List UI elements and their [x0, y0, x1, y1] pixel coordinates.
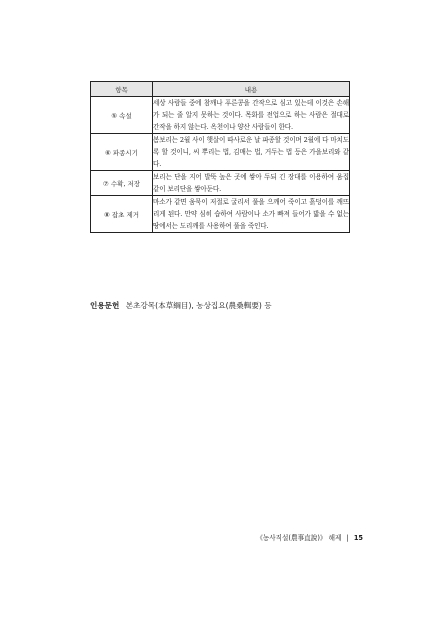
table-header-row	[91, 82, 350, 97]
row-item-label: ⑤ 속설	[91, 97, 153, 134]
footer-separator: |	[346, 534, 349, 542]
table-row	[91, 171, 350, 196]
row-item-label: ⑧ 잡초 제거	[91, 196, 153, 233]
row-content: 마소가 같면 움묵이 저절로 굴리서 풀을 으깨어 죽이고 흙덩이를 깨뜨리게 된다. 만약 심히 습하여 사람이나 소가 빠져 들어가 밟을 수 없는 땅에서는 도리깨를 사용하여 풀을 죽인다.	[153, 196, 350, 233]
table-row	[91, 134, 350, 171]
citation-label: 인용문헌	[90, 301, 120, 310]
row-content: 봄보리는 2월 사이 햇살이 따사로운 날 파종할 것이며 2월에 다 마치도록 할 것이니, 씨 뿌리는 법, 김매는 법, 거두는 법 등은 가을보리와 같다.	[153, 134, 350, 171]
footer-book-title: 《농사직설(農事直說)》 해제	[256, 534, 342, 542]
table-row	[91, 196, 350, 233]
page-footer	[256, 532, 363, 542]
citation-text: 본초강목(本草綱目), 농상집요(農桑輯要) 등	[125, 301, 272, 310]
row-content: 세상 사람들 중에 참깨나 푸른콩을 간작으로 심고 있는데 이것은 손해가 되는 줄 알지 못하는 것이다. 목화를 전업으로 하는 사람은 절대로 간작을 하지 않는다. 옥천이나 양산 사람들이 한다.	[153, 97, 350, 134]
table-row	[91, 97, 350, 134]
row-item-label: ⑥ 파종시기	[91, 134, 153, 171]
row-content: 보리는 단을 지어 발뚝 높은 곳에 쌓아 두되 긴 장대를 이용하여 움집 같이 보리단을 쌓아둔다.	[153, 171, 350, 196]
info-table	[90, 81, 350, 233]
citation-line	[90, 300, 272, 311]
header-content: 내용	[153, 82, 350, 97]
header-item: 항목	[91, 82, 153, 97]
row-item-label: ⑦ 수확, 저장	[91, 171, 153, 196]
page-number: 15	[353, 534, 363, 542]
